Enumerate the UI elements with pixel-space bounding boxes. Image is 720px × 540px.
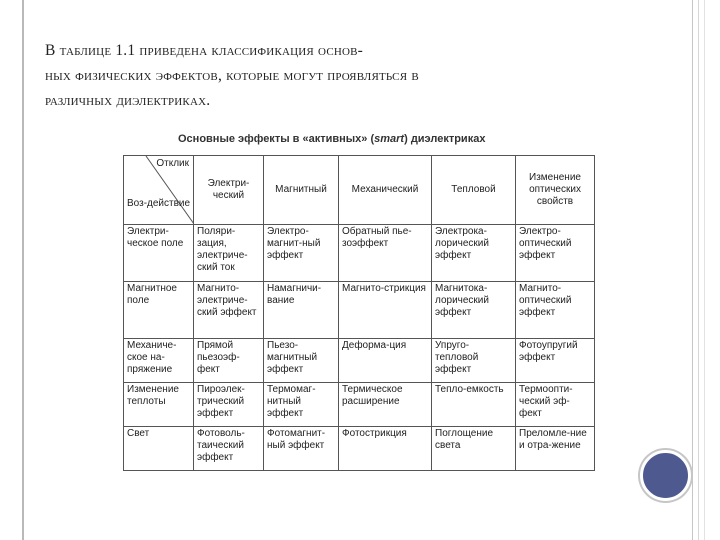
table-cell: Электро-магнит-ный эффект bbox=[264, 225, 339, 282]
table-header-row bbox=[124, 156, 595, 225]
caption-prefix: Основные эффекты в «активных» ( bbox=[178, 133, 375, 145]
column-header-mechanical: Механический bbox=[339, 156, 432, 225]
table-cell: Поляри-зация, электриче-ский ток bbox=[194, 225, 264, 282]
table-cell: Упруго-тепловой эффект bbox=[432, 339, 516, 383]
left-frame-line bbox=[22, 0, 24, 540]
table-cell: Поглощение света bbox=[432, 427, 516, 471]
table-row bbox=[124, 383, 595, 427]
column-header-thermal: Тепловой bbox=[432, 156, 516, 225]
column-header-magnetic: Магнитный bbox=[264, 156, 339, 225]
table-cell: Фотомагнит-ный эффект bbox=[264, 427, 339, 471]
table-row bbox=[124, 225, 595, 282]
table-row bbox=[124, 339, 595, 383]
table-cell: Фотострикция bbox=[339, 427, 432, 471]
decorative-circle bbox=[640, 450, 691, 501]
table-cell: Магнито-оптический эффект bbox=[516, 282, 595, 339]
table-cell: Термическое расширение bbox=[339, 383, 432, 427]
row-label: Изменение теплоты bbox=[124, 383, 194, 427]
right-frame-border bbox=[692, 0, 720, 540]
table-row bbox=[124, 427, 595, 471]
table-row bbox=[124, 282, 595, 339]
caption-suffix: ) диэлектриках bbox=[404, 133, 486, 145]
heading-line-2: ных физических эффектов, которые могут проявляться в bbox=[45, 67, 419, 84]
row-label: Механиче-ское на-пряжение bbox=[124, 339, 194, 383]
table-cell: Фотоупругий эффект bbox=[516, 339, 595, 383]
right-frame-line bbox=[698, 0, 699, 540]
corner-bottom-label: Воз-действие bbox=[127, 198, 191, 209]
caption-italic: smart bbox=[374, 133, 405, 145]
row-label: Свет bbox=[124, 427, 194, 471]
row-label: Электри-ческое поле bbox=[124, 225, 194, 282]
corner-top-label: Отклик bbox=[156, 158, 189, 169]
table-cell: Фотоволь-таический эффект bbox=[194, 427, 264, 471]
effects-table bbox=[123, 155, 595, 471]
table-cell: Термоопти-ческий эф-фект bbox=[516, 383, 595, 427]
table-cell: Электрока-лорический эффект bbox=[432, 225, 516, 282]
row-label: Магнитное поле bbox=[124, 282, 194, 339]
heading-line-3: различных диэлектриках. bbox=[45, 92, 211, 109]
table-cell: Прямой пьезоэф-фект bbox=[194, 339, 264, 383]
column-header-electric: Электри-ческий bbox=[194, 156, 264, 225]
slide-heading bbox=[45, 38, 605, 113]
table-caption bbox=[178, 133, 558, 145]
heading-line-1: В таблице 1.1 приведена классификация основ- bbox=[45, 42, 364, 59]
table-cell: Тепло-емкость bbox=[432, 383, 516, 427]
table-cell: Магнито-электриче-ский эффект bbox=[194, 282, 264, 339]
table-cell: Намагничи-вание bbox=[264, 282, 339, 339]
table-cell: Преломле-ние и отра-жение bbox=[516, 427, 595, 471]
table-cell: Деформа-ция bbox=[339, 339, 432, 383]
table-cell: Обратный пье-зоэффект bbox=[339, 225, 432, 282]
corner-cell bbox=[124, 156, 194, 225]
column-header-optical: Изменение оптических свойств bbox=[516, 156, 595, 225]
right-frame-line-2 bbox=[704, 0, 705, 540]
table-cell: Магнитока-лорический эффект bbox=[432, 282, 516, 339]
table-cell: Пироэлек-трический эффект bbox=[194, 383, 264, 427]
table-cell: Электро-оптический эффект bbox=[516, 225, 595, 282]
table-cell: Пьезо-магнитный эффект bbox=[264, 339, 339, 383]
table-cell: Магнито-стрикция bbox=[339, 282, 432, 339]
table-cell: Термомаг-нитный эффект bbox=[264, 383, 339, 427]
